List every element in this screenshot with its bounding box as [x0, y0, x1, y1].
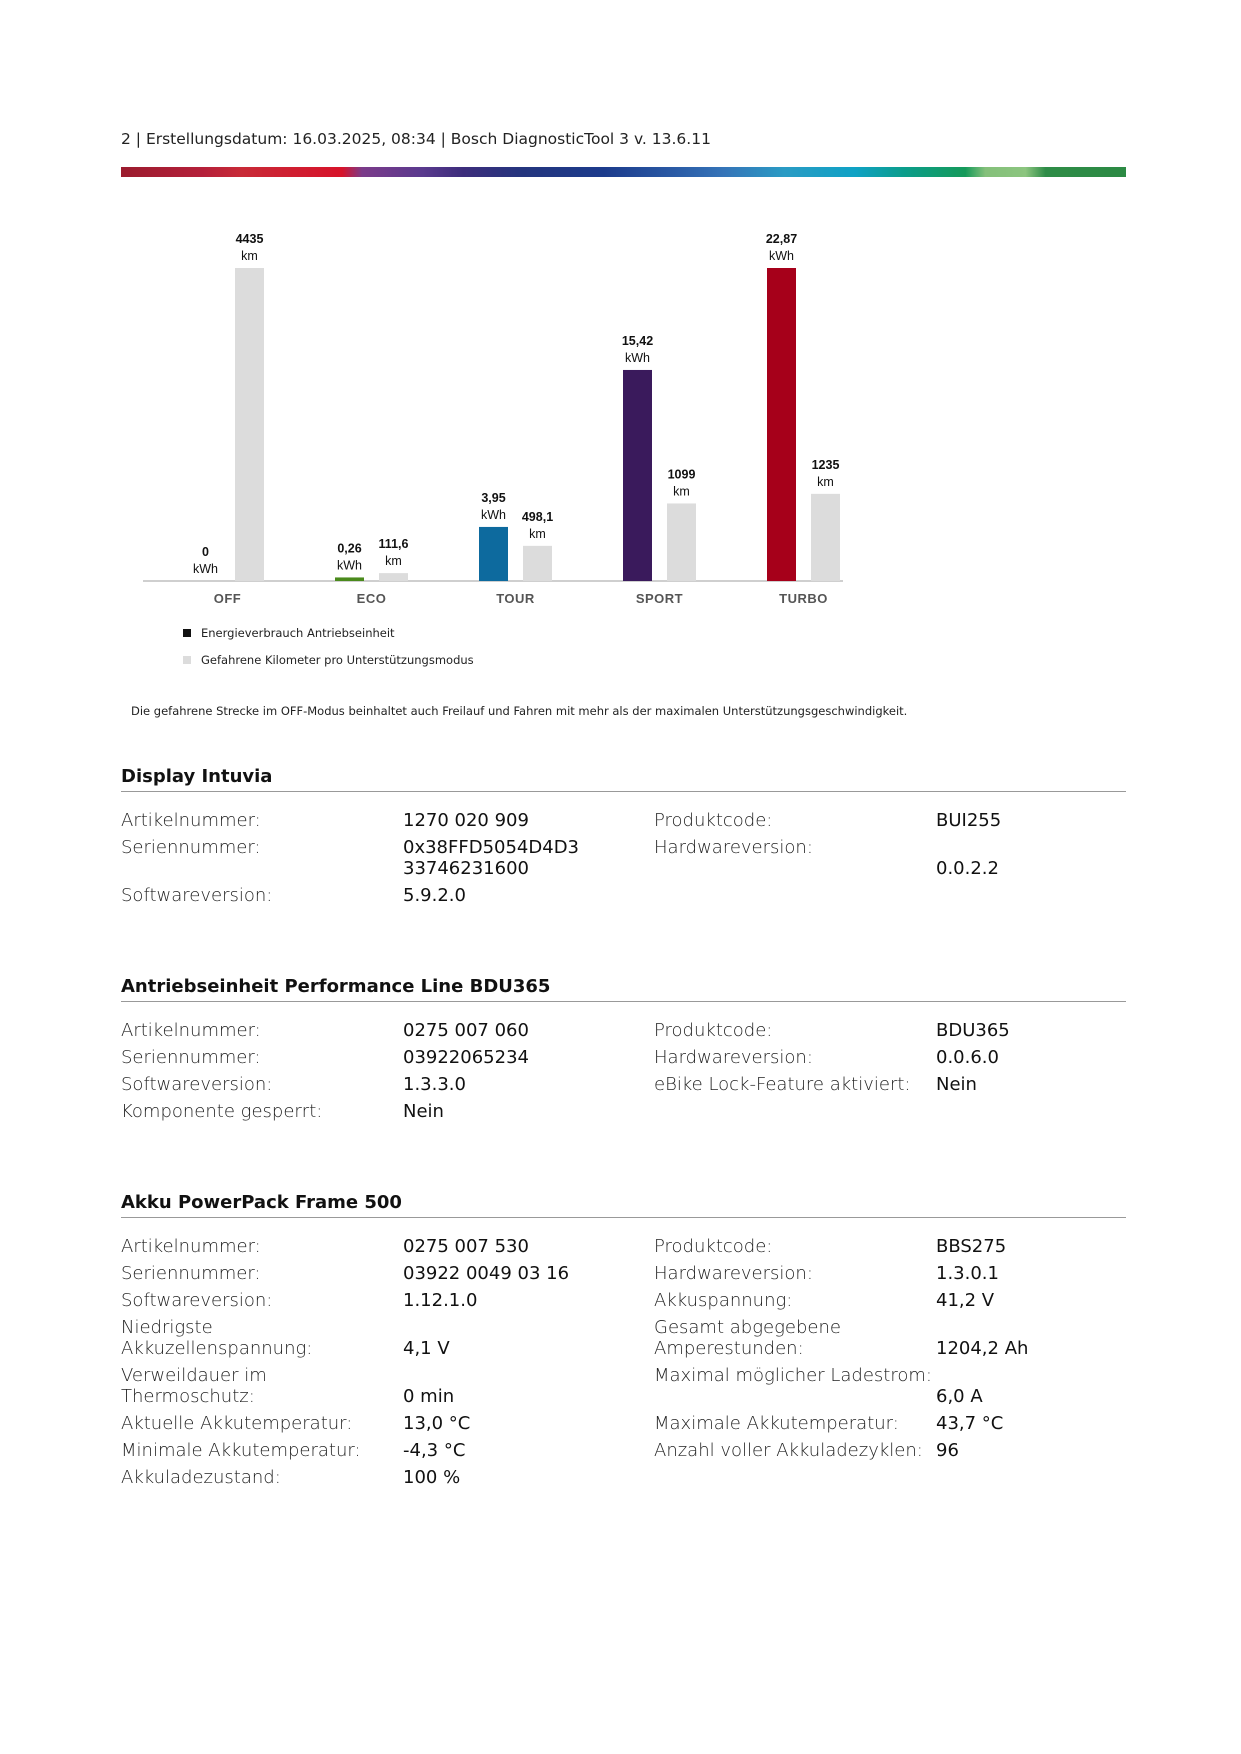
spec-value: 0.0.6.0 — [936, 1047, 999, 1068]
spec-label: Produktcode: — [654, 1020, 773, 1041]
label-distance-value: 1099 — [667, 467, 696, 482]
spec-value: 1.12.1.0 — [403, 1290, 478, 1311]
spec-row — [121, 1074, 1126, 1095]
bar-distance-turbo — [811, 494, 840, 581]
label-energy-unit: kWh — [625, 350, 650, 365]
spec-label: Aktuelle Akkutemperatur: — [121, 1413, 353, 1434]
spec-label: Maximale Akkutemperatur: — [654, 1413, 899, 1434]
page-header: 2 | Erstellungsdatum: 16.03.2025, 08:34 | Bosch DiagnosticTool 3 v. 13.6.11 — [121, 130, 711, 148]
mode-usage-chart — [0, 0, 1241, 640]
spec-value: 0275 007 060 — [403, 1020, 529, 1041]
spec-label — [654, 1467, 936, 1488]
label-distance-value: 111,6 — [378, 537, 409, 552]
label-distance-value: 498,1 — [521, 509, 554, 524]
spec-label: Gesamt abgegebene Amperestunden: — [654, 1317, 841, 1359]
category-label: ECO — [356, 591, 387, 606]
label-distance-unit: km — [241, 249, 258, 263]
category-label: TURBO — [779, 591, 828, 606]
legend-item-energy — [183, 626, 395, 640]
spec-value — [936, 885, 1126, 906]
spec-value — [936, 1101, 1126, 1122]
spec-label: Softwareversion: — [121, 1290, 273, 1311]
spec-label: Artikelnummer: — [121, 1236, 261, 1257]
label-distance-unit: km — [529, 526, 546, 541]
spec-value — [936, 1467, 1126, 1488]
spec-value: 1270 020 909 — [403, 810, 529, 831]
spec-label: Akkuladezustand: — [121, 1467, 281, 1488]
spec-label: Seriennummer: — [121, 1263, 261, 1284]
spec-value: 43,7 °C — [936, 1413, 1004, 1434]
spec-value: BDU365 — [936, 1020, 1010, 1041]
spec-value: 03922 0049 03 16 — [403, 1263, 570, 1284]
section-display — [121, 766, 1126, 912]
spec-label: Komponente gesperrt: — [121, 1101, 323, 1122]
label-distance-unit: km — [817, 474, 834, 489]
label-distance-unit: km — [673, 484, 690, 499]
spec-value: 03922065234 — [403, 1047, 529, 1068]
spec-value: 0 min — [403, 1386, 455, 1407]
spec-label: Softwareversion: — [121, 1074, 273, 1095]
chart-footnote: Die gefahrene Strecke im OFF-Modus beinhaltet auch Freilauf und Fahren mit mehr als der maximalen Unterstützungsgeschwindigkeit. — [131, 704, 908, 718]
section-title: Display Intuvia — [121, 766, 1126, 792]
legend-label-energy: Energieverbrauch Antriebseinheit — [201, 626, 395, 640]
spec-row — [121, 1236, 1126, 1257]
section-battery — [121, 1192, 1126, 1494]
spec-value: 1.3.0.1 — [936, 1263, 999, 1284]
spec-row — [121, 1047, 1126, 1068]
label-distance-value: 4435 — [235, 232, 264, 246]
spec-row — [121, 810, 1126, 831]
category-label: OFF — [213, 591, 242, 606]
spec-value: 13,0 °C — [403, 1413, 471, 1434]
label-distance-unit: km — [385, 554, 402, 569]
spec-row — [121, 1440, 1126, 1461]
spec-rows — [121, 1020, 1126, 1122]
spec-rows — [121, 1236, 1126, 1488]
spec-label: Produktcode: — [654, 810, 773, 831]
bar-energy-tour — [479, 527, 508, 581]
spec-label: Artikelnummer: — [121, 1020, 261, 1041]
spec-value: BBS275 — [936, 1236, 1007, 1257]
spec-value: 6,0 A — [936, 1386, 983, 1407]
spec-row — [121, 1317, 1126, 1359]
spec-label: Softwareversion: — [121, 885, 273, 906]
bar-energy-sport — [623, 370, 652, 581]
bar-distance-sport — [667, 503, 696, 581]
spec-value: 100 % — [403, 1467, 461, 1488]
spec-label: Maximal möglicher Ladestrom: — [654, 1365, 932, 1386]
spec-label: Artikelnummer: — [121, 810, 261, 831]
section-title: Akku PowerPack Frame 500 — [121, 1192, 1126, 1218]
label-distance-value: 1235 — [811, 457, 840, 472]
spec-row — [121, 837, 1126, 879]
spec-row — [121, 1467, 1126, 1488]
spec-row — [121, 1101, 1126, 1122]
label-energy-value: 3,95 — [481, 490, 506, 505]
bar-distance-eco — [379, 573, 408, 581]
bar-distance-tour — [523, 546, 552, 581]
spec-label — [654, 1101, 936, 1122]
bar-energy-turbo — [767, 268, 796, 581]
spec-row — [121, 1263, 1126, 1284]
label-energy-value: 22,87 — [765, 232, 798, 246]
spec-label: Seriennummer: — [121, 1047, 261, 1068]
spec-value: 0x38FFD5054D4D3 33746231600 — [403, 837, 580, 879]
legend-item-distance — [183, 653, 474, 667]
label-energy-value: 0,26 — [337, 541, 362, 556]
spec-label: Hardwareversion: — [654, 837, 813, 858]
spec-label: Minimale Akkutemperatur: — [121, 1440, 361, 1461]
legend-swatch-energy — [183, 629, 191, 637]
spec-value: Nein — [403, 1101, 444, 1122]
spec-label: Akkuspannung: — [654, 1290, 793, 1311]
spec-label — [654, 885, 936, 906]
spec-value: 41,2 V — [936, 1290, 995, 1311]
bar-distance-off — [235, 268, 264, 581]
category-label: SPORT — [635, 591, 684, 606]
spec-label: Produktcode: — [654, 1236, 773, 1257]
bar-energy-eco — [335, 577, 364, 581]
label-energy-unit: kWh — [481, 507, 506, 522]
section-drive-unit — [121, 976, 1126, 1128]
spec-value: 96 — [936, 1440, 959, 1461]
spec-row — [121, 1290, 1126, 1311]
label-energy-value: 15,42 — [621, 333, 654, 348]
spec-label: Verweildauer im Thermoschutz: — [121, 1365, 267, 1407]
spec-row — [121, 885, 1126, 906]
spec-label: Hardwareversion: — [654, 1263, 813, 1284]
spec-value: 1.3.3.0 — [403, 1074, 466, 1095]
legend-label-distance: Gefahrene Kilometer pro Unterstützungsmodus — [201, 653, 474, 667]
spec-value: 1204,2 Ah — [936, 1338, 1029, 1359]
label-energy-unit: kWh — [193, 562, 218, 576]
spec-label: Anzahl voller Akkuladezyklen: — [654, 1440, 923, 1461]
spec-row — [121, 1413, 1126, 1434]
spec-label: eBike Lock-Feature aktiviert: — [654, 1074, 911, 1095]
label-energy-unit: kWh — [337, 558, 362, 573]
spec-value: 0.0.2.2 — [936, 858, 999, 879]
spec-value: 5.9.2.0 — [403, 885, 466, 906]
spec-value: Nein — [936, 1074, 977, 1095]
spec-value: 0275 007 530 — [403, 1236, 529, 1257]
spec-row — [121, 1020, 1126, 1041]
spec-label: Niedrigste Akkuzellenspannung: — [121, 1317, 313, 1359]
spec-label: Seriennummer: — [121, 837, 261, 858]
spec-value: BUI255 — [936, 810, 1002, 831]
spec-row — [121, 1365, 1126, 1407]
label-energy-unit: kWh — [769, 249, 794, 263]
section-title: Antriebseinheit Performance Line BDU365 — [121, 976, 1126, 1002]
spec-label: Hardwareversion: — [654, 1047, 813, 1068]
spec-rows — [121, 810, 1126, 906]
legend-swatch-distance — [183, 656, 191, 664]
spec-value: -4,3 °C — [403, 1440, 466, 1461]
spec-value: 4,1 V — [403, 1338, 450, 1359]
label-energy-value: 0 — [202, 545, 209, 559]
category-label: TOUR — [496, 591, 535, 606]
